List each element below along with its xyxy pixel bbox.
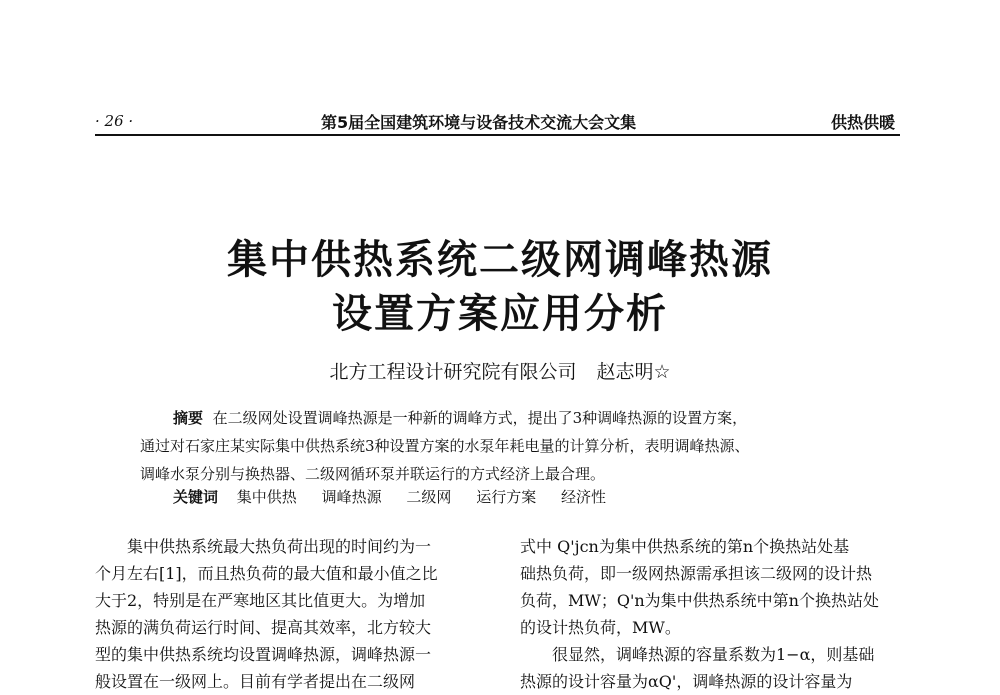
body-line: 个月左右[1]，而且热负荷的最大值和最小值之比 [95, 564, 438, 583]
body-line: 热源的设计容量为αQ'，调峰热源的设计容量为 [520, 672, 853, 691]
body-line: 大于2，特别是在严寒地区其比值更大。为增加 [95, 591, 426, 610]
keyword: 调峰热源 [321, 488, 382, 506]
abstract-label: 摘要 [173, 409, 204, 427]
keyword: 集中供热 [236, 488, 297, 506]
body-line: 的设计热负荷，MW。 [520, 618, 681, 637]
body-line: 础热负荷，即一级网热源需承担该二级网的设计热 [520, 564, 873, 583]
body-line: 热源的满负荷运行时间、提高其效率，北方较大 [95, 618, 432, 637]
abstract-line: 在二级网处设置调峰热源是一种新的调峰方式，提出了3种调峰热源的设置方案， [212, 409, 748, 427]
body-line: 很显然，调峰热源的容量系数为1−α，则基础 [552, 645, 875, 664]
keyword: 二级网 [406, 488, 452, 506]
paper-title-line-2: 设置方案应用分析 [332, 291, 668, 337]
header-rule [95, 134, 900, 136]
proceedings-title: 第5届全国建筑环境与设备技术交流大会文集 [321, 113, 637, 132]
keyword: 运行方案 [476, 488, 537, 506]
abstract-line: 调峰水泵分别与换热器、二级网循环泵并联运行的方式经济上最合理。 [140, 465, 606, 483]
body-line: 般设置在一级网上。目前有学者提出在二级网 [95, 672, 416, 691]
section-name: 供热供暖 [830, 113, 895, 132]
affiliation: 北方工程设计研究院有限公司 [329, 361, 577, 383]
body-line: 型的集中供热系统均设置调峰热源，调峰热源一 [95, 645, 432, 664]
keywords [173, 486, 626, 507]
page-number: · 26 · [95, 112, 134, 130]
body-left-column [95, 533, 495, 695]
author-line [0, 357, 1000, 384]
body-line: 式中 Q'jcn为集中供热系统的第n个换热站处基 [520, 537, 850, 556]
keywords-label: 关键词 [173, 488, 219, 506]
keyword: 经济性 [560, 488, 606, 506]
body-line: 负荷，MW；Q'n为集中供热系统中第n个换热站处 [520, 591, 879, 610]
abstract-line: 通过对石家庄某实际集中供热系统3种设置方案的水泵年耗电量的计算分析，表明调峰热源、 [140, 437, 750, 455]
paper-title-line-1: 集中供热系统二级网调峰热源 [227, 237, 773, 283]
author-name: 赵志明☆ [596, 361, 671, 383]
body-right-column [520, 533, 900, 695]
abstract [140, 404, 865, 488]
running-header [95, 108, 895, 132]
body-line: 集中供热系统最大热负荷出现的时间约为一 [127, 537, 432, 556]
